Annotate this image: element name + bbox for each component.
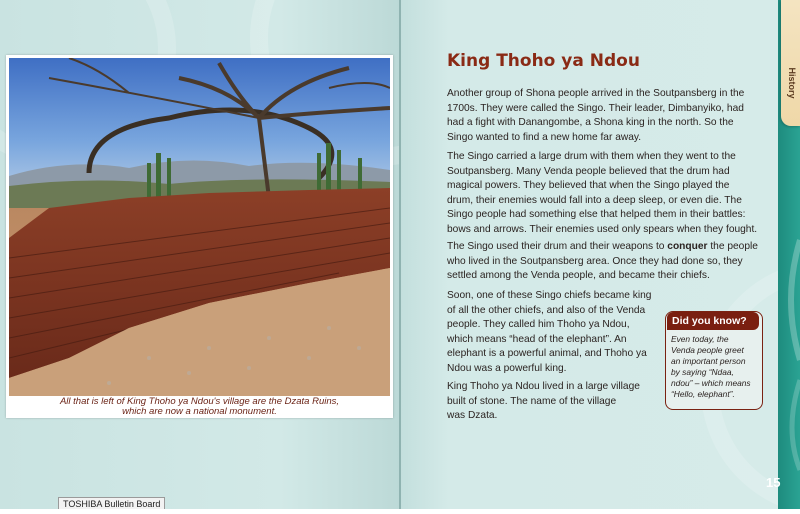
text-line: which means “head of the elephant”. An	[447, 333, 627, 345]
text-line: Another group of Shona people arrived in the Soutpansberg in the	[447, 88, 745, 99]
photo-caption	[6, 397, 393, 417]
text-line: of all the other chiefs, and also of the Venda	[447, 304, 646, 316]
text-segment: the people	[707, 241, 758, 252]
paragraph-5	[447, 380, 640, 424]
text-line: bows and arrows. Their enemies used only spears when they fought.	[447, 223, 758, 235]
paragraph-1	[447, 87, 744, 145]
text-line: Singo people had something else that helped them in their battles:	[447, 209, 746, 221]
text-line: “Hello, elephant”.	[671, 389, 735, 399]
photo-frame	[6, 55, 393, 418]
section-tab-text: History	[787, 67, 797, 99]
text-line: elephant is a powerful animal, and Thoho ya	[447, 348, 647, 360]
dzata-ruins-photo	[9, 58, 390, 396]
caption-line: which are now a national monument.	[122, 406, 277, 417]
did-you-know-heading: Did you know?	[667, 312, 759, 330]
text-line: Soutpansberg. Many Venda people believed that the drum had	[447, 165, 730, 177]
paragraph-3	[447, 240, 758, 284]
left-page	[0, 0, 400, 509]
article-title: King Thoho ya Ndou	[447, 51, 640, 71]
text-line: Singo wanted to find a new home far away.	[447, 131, 642, 143]
text-line: Soon, one of these Singo chiefs became king	[447, 290, 652, 301]
section-tab-label	[782, 56, 800, 116]
text-line: The Singo carried a large drum with them when they went to the	[447, 151, 736, 162]
text-line: had a fight with Danangombe, a Shona king in the north. So the	[447, 117, 734, 129]
text-line: people. They called him Thoho ya Ndou,	[447, 319, 630, 331]
text-line: an important person	[671, 356, 746, 366]
text-line: who lived in the Soutpansberg area. Once they had done so, they	[447, 255, 743, 267]
text-line: Ndou was a powerful king.	[447, 362, 567, 374]
did-you-know-text	[671, 334, 761, 400]
text-line: 1700s. They were called the Singo. Their leader, Dimbanyiko, had	[447, 102, 744, 114]
text-line: drum, their enemies would fall into a deep sleep, or even die. The	[447, 194, 742, 206]
keyword-conquer: conquer	[667, 241, 708, 252]
taskbar-tab[interactable]: TOSHIBA Bulletin Board	[58, 497, 165, 509]
text-line: King Thoho ya Ndou lived in a large village	[447, 381, 640, 392]
paragraph-4	[447, 289, 651, 377]
text-line: Venda people greet	[671, 345, 744, 355]
paragraph-2	[447, 150, 757, 238]
text-line: built of stone. The name of the village	[447, 395, 617, 407]
caption-line: All that is left of King Thoho ya Ndou's village are the Dzata Ruins,	[59, 396, 340, 407]
text-line	[447, 240, 758, 255]
text-line: Even today, the	[671, 334, 729, 344]
text-line: settled among the Venda people, and became their chiefs.	[447, 270, 710, 282]
text-line: magical powers. They believed that when the Singo played the	[447, 180, 730, 192]
text-line: by saying “Ndaa,	[671, 367, 734, 377]
text-line: ndou” – which means	[671, 378, 751, 388]
text-segment: The Singo used their drum and their weapons to	[447, 241, 668, 252]
text-line: was Dzata.	[447, 410, 498, 422]
page-number: 15	[766, 475, 781, 490]
